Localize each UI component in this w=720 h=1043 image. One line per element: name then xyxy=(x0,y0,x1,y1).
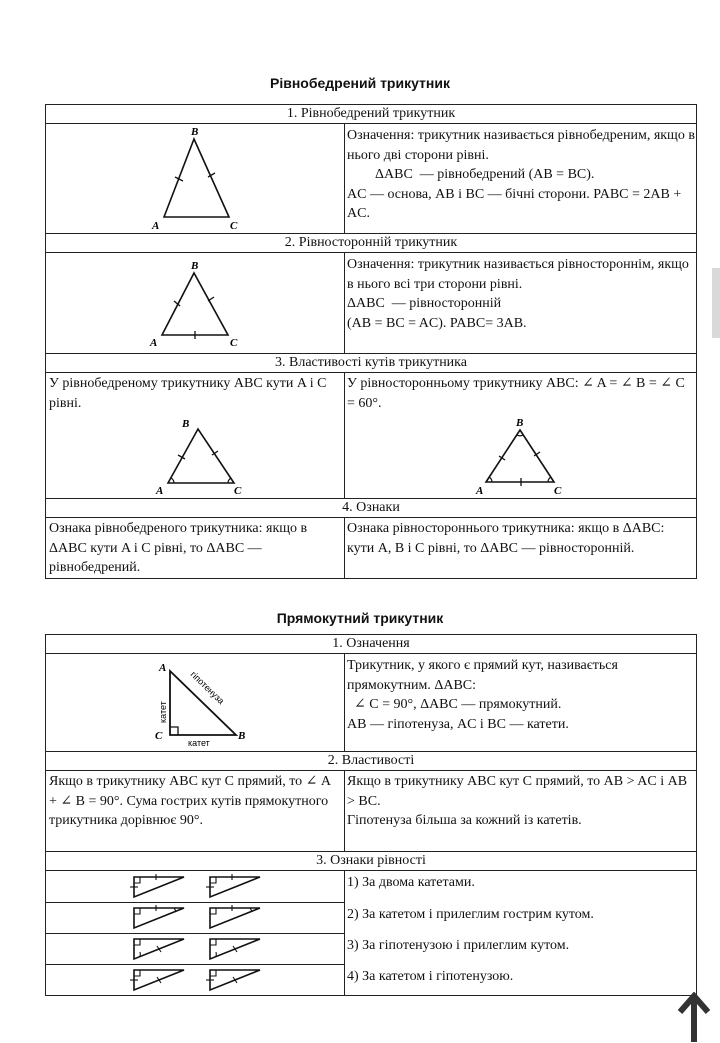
equilateral-angle-property: У рівносторонньому трикутнику ABC: ∠ A = ∠ B = ∠ C = 60°. xyxy=(347,376,685,411)
row-header-properties: 2. Властивості xyxy=(46,752,696,771)
leg-label-vertical: катет xyxy=(158,701,168,723)
vertex-label-b: B xyxy=(191,126,199,138)
hypotenuse-property: Якщо в трикутнику ABC кут C прямий, то AB > AC і AB > BC. Гіпотенуза більша за кожний із катетів. xyxy=(347,774,688,828)
row-header-isosceles: 1. Рівнобедрений трикутник xyxy=(46,105,696,124)
side-scroll-tab[interactable] xyxy=(712,268,720,338)
right-triangle-definition: Трикутник, у якого є прямий кут, називається прямокутним. ΔABC: ∠ C = 90°, ΔABC — прямокутний. AB — гіпотенуза, AC і BC — катети. xyxy=(347,658,618,732)
congruence-figure-leg-angle xyxy=(126,904,266,932)
row-header-equilateral: 2. Рівносторонній трикутник xyxy=(46,234,696,253)
row-header-congruence: 3. Ознаки рівності xyxy=(46,852,696,871)
leg-label-horizontal: катет xyxy=(188,738,210,748)
right-triangle-figure xyxy=(150,657,260,749)
acute-angles-sum-property: Якщо в трикутнику ABC кут C прямий, то ∠ A + ∠ B = 90°. Сума гострих кутів прямокутного трикутника дорівнює 90°. xyxy=(49,774,331,828)
vertex-label-a: A xyxy=(156,485,164,497)
row-header-definition: 1. Означення xyxy=(46,635,696,654)
vertex-label-b: B xyxy=(516,417,524,429)
isosceles-definition: Означення: трикутник називається рівнобедреним, якщо в нього дві сторони рівні. ΔABC — рівнобедрений (AB = BC). AC — основа, AB і BC — бічні сторони. PABC = 2AB + AC. xyxy=(347,128,695,221)
congruence-figure-two-legs xyxy=(126,873,266,901)
row-header-angle-properties: 3. Властивості кутів трикутника xyxy=(46,354,696,373)
vertex-label-a: A xyxy=(476,485,484,497)
vertex-label-b: B xyxy=(238,730,246,742)
vertex-label-c: C xyxy=(155,730,163,742)
equilateral-definition: Означення: трикутник називається рівностороннім, якщо в нього всі три сторони рівні. ΔABC — рівносторонній (AB = BC = AC). PABC= 3AB. xyxy=(347,257,689,331)
congruence-criterion-3: 3) За гіпотенузою і прилеглим кутом. xyxy=(347,938,570,953)
equilateral-criterion: Ознака рівностороннього трикутника: якщо в ΔABC: кути A, B і C рівні, то ΔABC — рівносторонній. xyxy=(347,521,665,556)
isosceles-criterion: Ознака рівнобедреного трикутника: якщо в ΔABC кути A і C рівні, то ΔABC — рівнобедрений. xyxy=(49,521,308,575)
congruence-criterion-4: 4) За катетом і гіпотенузою. xyxy=(347,969,514,984)
isosceles-angles-figure xyxy=(154,417,254,497)
vertex-label-c: C xyxy=(554,485,562,497)
arrow-up-icon[interactable] xyxy=(676,992,712,1042)
vertex-label-b: B xyxy=(182,418,190,430)
isosceles-table xyxy=(45,104,697,579)
vertex-label-a: A xyxy=(152,220,160,232)
vertex-label-a: A xyxy=(159,662,167,674)
section-title-right-triangle: Прямокутний трикутник xyxy=(276,610,444,626)
equilateral-triangle-figure xyxy=(146,255,246,351)
vertex-label-c: C xyxy=(230,220,238,232)
congruence-figure-hyp-angle xyxy=(126,935,266,963)
congruence-criterion-2: 2) За катетом і прилеглим гострим кутом. xyxy=(347,907,594,922)
equilateral-angles-figure xyxy=(474,410,574,498)
vertex-label-c: C xyxy=(234,485,242,497)
vertex-label-b: B xyxy=(191,260,199,272)
congruence-criterion-1: 1) За двома катетами. xyxy=(347,875,475,890)
vertex-label-c: C xyxy=(230,337,238,349)
congruence-figure-leg-hyp xyxy=(126,966,266,994)
isosceles-angle-property: У рівнобедреному трикутнику ABC кути A і C рівні. xyxy=(49,376,327,411)
isosceles-triangle-figure xyxy=(146,125,246,233)
vertex-label-a: A xyxy=(150,337,158,349)
hypotenuse-label: гіпотенуза xyxy=(188,669,227,707)
section-title-isosceles: Рівнобедрений трикутник xyxy=(270,75,450,91)
row-header-criteria: 4. Ознаки xyxy=(46,499,696,518)
right-triangle-table xyxy=(45,634,697,996)
